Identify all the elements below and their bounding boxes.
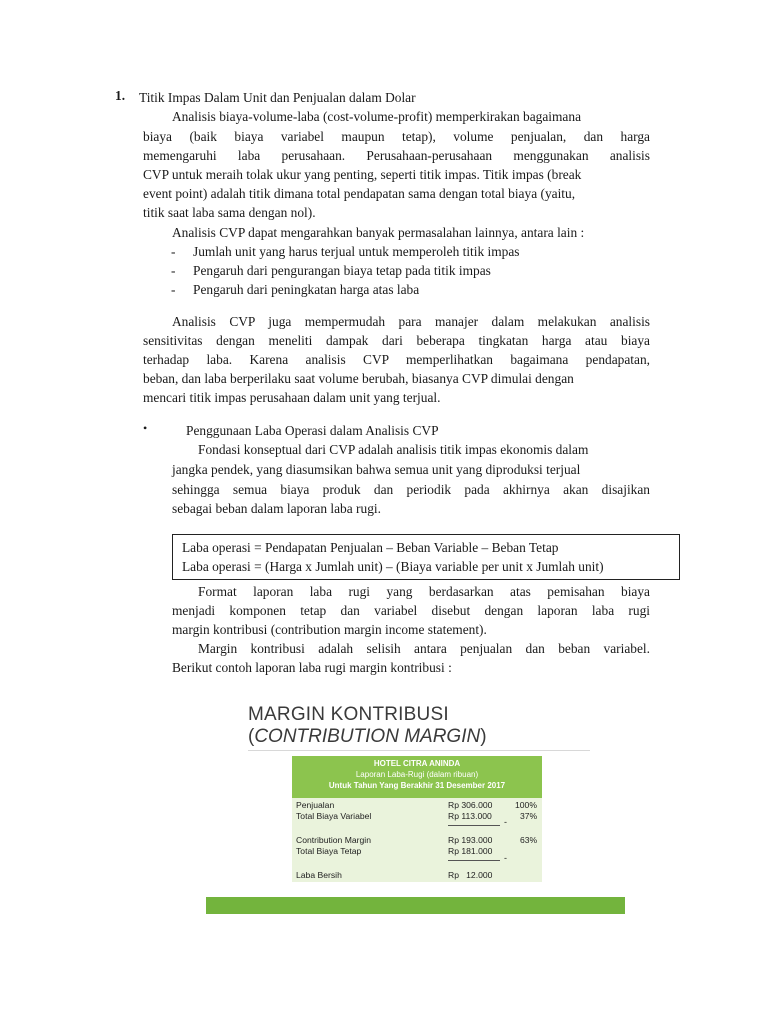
slide-subtitle — [248, 726, 487, 748]
row-label: Penjualan — [296, 800, 335, 810]
text-line: terhadap laba. Karena analisis CVP memperlihatkan bagaimana pendapatan, — [143, 352, 650, 367]
formula-line: Laba operasi = Pendapatan Penjualan – Beban Variable – Beban Tetap — [182, 540, 559, 555]
row-percent: 37% — [520, 811, 538, 821]
text-line: Format laporan laba rugi yang berdasarkan atas pemisahan biaya — [198, 584, 650, 599]
text-line: Analisis biaya-volume-laba (cost-volume-profit) memperkirakan bagaimana — [172, 109, 582, 124]
subsection-heading: Penggunaan Laba Operasi dalam Analisis CVP — [186, 423, 439, 438]
row-percent: 100% — [515, 800, 537, 810]
bullet-icon: • — [143, 421, 148, 435]
slide-title: MARGIN KONTRIBUSI — [248, 704, 449, 725]
list-item: Jumlah unit yang harus terjual untuk memperoleh titik impas — [193, 244, 520, 259]
row-label: Total Biaya Variabel — [296, 811, 372, 821]
row-label: Laba Bersih — [296, 870, 342, 880]
list-item: Pengaruh dari pengurangan biaya tetap pada titik impas — [193, 263, 491, 278]
text-line: mencari titik impas perusahaan dalam unit yang terjual. — [143, 390, 441, 405]
text-line: sehingga semua biaya produk dan periodik pada akhirnya akan disajikan — [172, 482, 650, 497]
formula-box — [172, 534, 680, 580]
text-line: margin kontribusi (contribution margin income statement). — [172, 622, 487, 637]
row-label: Total Biaya Tetap — [296, 846, 362, 856]
slide-footer-bar — [206, 897, 625, 914]
row-amount: Rp 193.000 — [448, 835, 493, 845]
text-line: Fondasi konseptual dari CVP adalah analisis titik impas ekonomis dalam — [198, 442, 589, 457]
row-amount: Rp 12.000 — [448, 870, 493, 880]
statement-header — [292, 756, 542, 798]
text-line: CVP untuk meraih tolak ukur yang penting, seperti titik impas. Titik impas (break — [143, 167, 582, 182]
list-marker: - — [171, 244, 176, 259]
list-item: Pengaruh dari peningkatan harga atas laba — [193, 282, 420, 297]
subtotal-rule — [448, 825, 500, 826]
paren-close: ) — [480, 726, 487, 747]
text-line: memengaruhi laba perusahaan. Perusahaan-perusahaan menggunakan analisis — [143, 148, 650, 163]
list-marker: - — [171, 282, 176, 297]
text-line: sensitivitas dengan meneliti dampak dari beberapa tingkatan harga atau biaya — [143, 333, 650, 348]
formula-line: Laba operasi = (Harga x Jumlah unit) – (Biaya variable per unit x Jumlah unit) — [182, 559, 604, 574]
section-number: 1. — [115, 88, 126, 103]
text-line: biaya (baik biaya variabel maupun tetap), volume penjualan, dan harga — [143, 129, 650, 144]
company-name: HOTEL CITRA ANINDA — [373, 759, 461, 768]
row-percent: 63% — [520, 835, 538, 845]
text-line: titik saat laba sama dengan nol). — [143, 205, 316, 220]
text-line: sebagai beban dalam laporan laba rugi. — [172, 501, 381, 516]
text-line: Margin kontribusi adalah selisih antara penjualan dan beban variabel. — [198, 641, 650, 656]
list-marker: - — [171, 263, 176, 278]
text-line: jangka pendek, yang diasumsikan bahwa semua unit yang diproduksi terjual — [172, 462, 581, 477]
row-amount: Rp 306.000 — [448, 800, 493, 810]
section-paragraph-2: Analisis CVP dapat mengarahkan banyak permasalahan lainnya, antara lain : — [172, 225, 585, 240]
row-label: Contribution Margin — [296, 835, 371, 845]
statement-table — [292, 798, 542, 882]
row-amount: Rp 113.000 — [448, 811, 492, 821]
contribution-margin-slide — [206, 694, 625, 914]
row-amount: Rp 181.000 — [448, 846, 493, 856]
paren-open: ( — [248, 726, 255, 747]
minus-sign: - — [504, 817, 507, 827]
text-line: menjadi komponen tetap dan variabel disebut dengan laporan laba rugi — [172, 603, 650, 618]
minus-sign: - — [504, 853, 507, 863]
text-line: Analisis CVP juga mempermudah para manajer dalam melakukan analisis — [172, 314, 650, 329]
slide-subtitle-italic: CONTRIBUTION MARGIN — [254, 726, 481, 747]
title-divider — [248, 750, 590, 751]
statement-title: Laporan Laba-Rugi (dalam ribuan) — [355, 770, 479, 779]
text-line: beban, dan laba berperilaku saat volume berubah, biasanya CVP dimulai dengan — [143, 371, 574, 386]
subtotal-rule — [448, 860, 500, 861]
section-heading: Titik Impas Dalam Unit dan Penjualan dalam Dolar — [139, 90, 416, 105]
statement-period: Untuk Tahun Yang Berakhir 31 Desember 2017 — [328, 781, 506, 790]
text-line: event point) adalah titik dimana total pendapatan sama dengan total biaya (yaitu, — [143, 186, 576, 201]
text-line: Berikut contoh laporan laba rugi margin kontribusi : — [172, 660, 452, 675]
